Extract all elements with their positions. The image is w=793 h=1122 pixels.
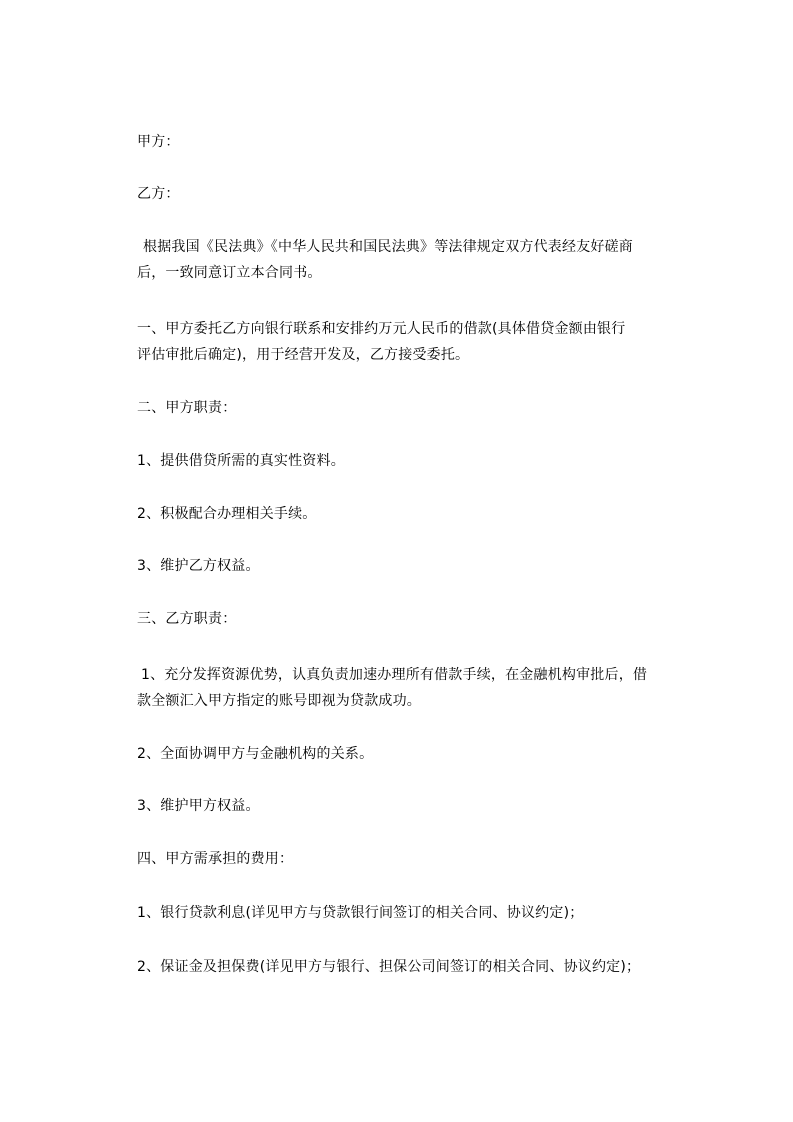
section-2-heading: 二、甲方职责： (137, 400, 237, 416)
section-2-item-3: 3、维护乙方权益。 (137, 558, 260, 574)
party-b-label: 乙方： (137, 186, 180, 202)
section-3-item-2: 2、全面协调甲方与金融机构的关系。 (137, 746, 374, 762)
section-4-item-2: 2、保证金及担保费(详见甲方与银行、担保公司间签订的相关合同、协议约定)； (137, 959, 641, 975)
section-4-heading: 四、甲方需承担的费用： (137, 851, 294, 867)
section-4-item-1: 1、银行贷款利息(详见甲方与贷款银行间签订的相关合同、协议约定)； (137, 905, 584, 921)
section-2-item-2: 2、积极配合办理相关手续。 (137, 506, 317, 522)
intro-paragraph-line-2: 后，一致同意订立本合同书。 (137, 265, 322, 281)
clause-1-line-1: 一、甲方委托乙方向银行联系和安排约万元人民币的借款(具体借贷金额由银行 (137, 321, 626, 337)
section-3-item-3: 3、维护甲方权益。 (137, 798, 260, 814)
section-2-item-1: 1、提供借贷所需的真实性资料。 (137, 453, 345, 469)
section-3-heading: 三、乙方职责： (137, 611, 237, 627)
intro-paragraph-line-1: 根据我国《民法典》《中华人民共和国民法典》等法律规定双方代表经友好磋商 (143, 239, 633, 255)
section-3-item-1-line-1: 1、充分发挥资源优势，认真负责加速办理所有借款手续，在金融机构审批后，借 (141, 667, 648, 683)
section-3-item-1-line-2: 款全额汇入甲方指定的账号即视为贷款成功。 (137, 693, 421, 709)
party-a-label: 甲方： (137, 134, 180, 150)
clause-1-line-2: 评估审批后确定)，用于经营开发及，乙方接受委托。 (137, 347, 470, 363)
